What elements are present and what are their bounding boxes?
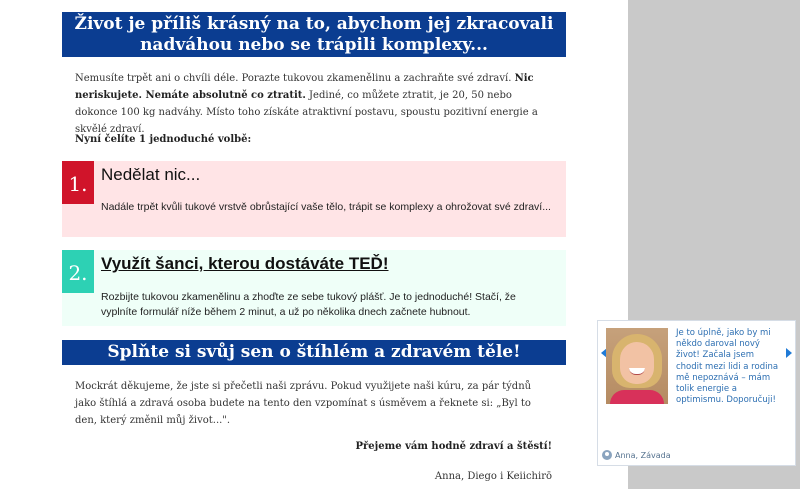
testimonial-widget (597, 320, 796, 466)
author-name: Anna, Závada (615, 451, 671, 460)
option-2-text: Rozbijte tukovou zkamenělinu a zhoďte ze sebe tukový plášť. Je to jednoduché! Stačí, že vyplníte formulář níže během 2 minut, a už po několika dnech začnete hubnout. (101, 291, 516, 318)
option-1-text: Nadále trpět kvůli tukové vrstvě obrůstající vaše tělo, trápit se komplexy a ohrožovat své zdraví... (101, 201, 551, 213)
option-1-title: Nedělat nic... (101, 165, 201, 184)
thanks-paragraph: Mockrát děkujeme, že jste si přečetli naši zprávu. Pokud využijete naši kúru, za pár týdnů jako štíhlá a zdravá osoba budete na tento den vzpomínat s úsměvem a řeknete si: „Byl to den, který změnil můj život...". (75, 381, 532, 426)
headline-line1: Život je příliš krásný na to, abychom jej zkracovali (74, 14, 554, 34)
photo-shirt (610, 390, 664, 404)
choice-prompt: Nyní čelíte 1 jednoduché volbě: (75, 134, 252, 145)
intro-text-a: Nemusíte trpět ani o chvíli déle. Porazte tukovou zkamenělinu a zachraňte své zdraví. (75, 73, 512, 84)
option-2-number: 2. (62, 250, 94, 293)
next-arrow-icon[interactable] (786, 348, 792, 358)
signature: Anna, Diego i Keiichirō (434, 471, 552, 482)
wish-text: Přejeme vám hodně zdraví a štěstí! (355, 441, 552, 452)
option-1-number: 1. (62, 161, 94, 204)
testimonial-author (602, 450, 671, 462)
headline-line2: nadváhou nebo se trápili komplexy... (140, 35, 488, 55)
intro-bold: Nic neriskujete. Nemáte absolutně co ztratit. (75, 73, 534, 101)
intro-text-b: Jediné, co můžete ztratit, je 20, 50 nebo dokonce 100 kg nadváhy. Místo toho získáte atraktivní postavu, spoustu pozitivní energie a skvělé zdraví. (75, 90, 538, 135)
headline-banner (62, 12, 566, 57)
testimonial-quote: Je to úplně, jako by mi někdo daroval nový život! Začala jsem chodit mezi lidi a rodina mě nepoznává – mám tolik energie a optimismu. Doporučuji! (676, 328, 779, 406)
option-box-2[interactable] (62, 250, 566, 326)
testimonial-photo (606, 328, 668, 404)
intro-paragraph (75, 70, 555, 138)
photo-face (620, 342, 654, 384)
dream-heading: Splňte si svůj sen o štíhlém a zdravém těle! (62, 340, 566, 365)
user-icon (602, 450, 612, 460)
option-2-title-link[interactable]: Využít šanci, kterou dostáváte TEĎ! (101, 254, 389, 273)
option-box-1 (62, 161, 566, 237)
